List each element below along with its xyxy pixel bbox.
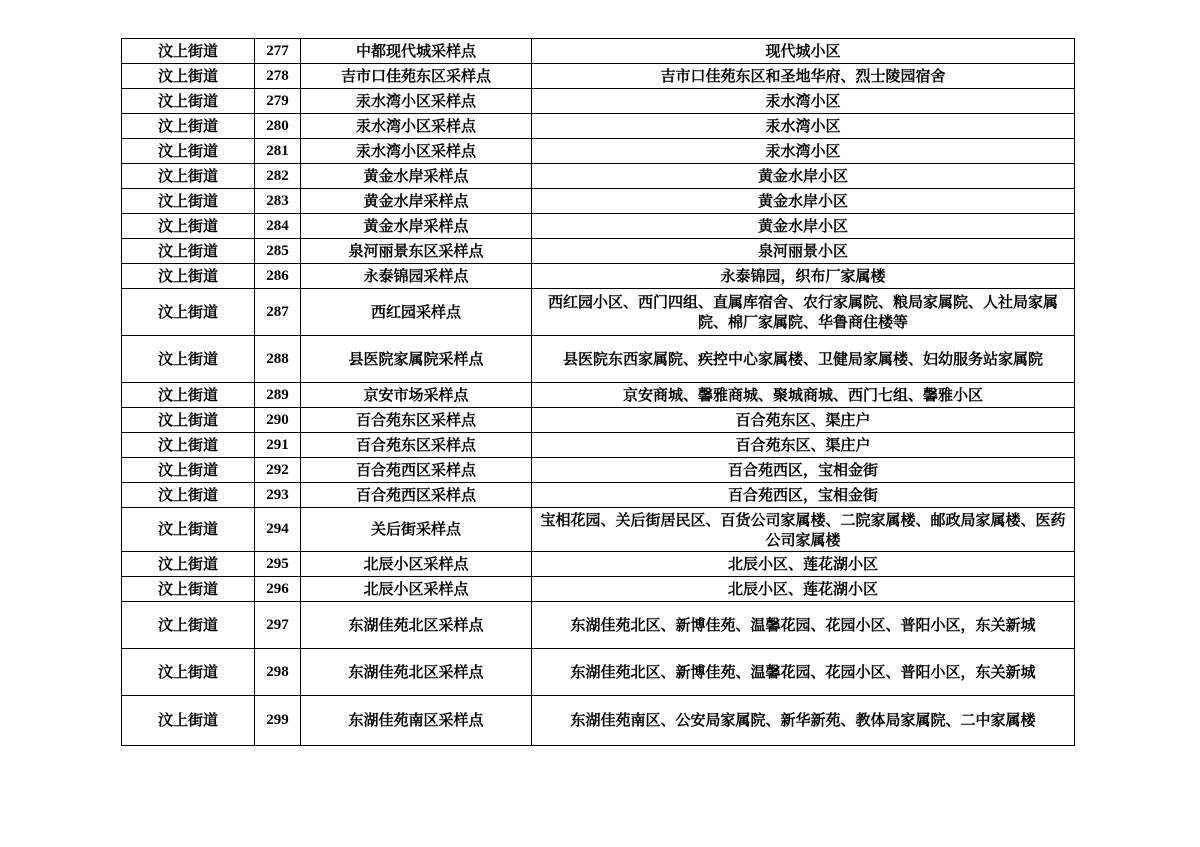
street-cell: 汶上街道 bbox=[122, 64, 255, 89]
site-cell: 东湖佳苑北区采样点 bbox=[301, 649, 532, 696]
street-cell: 汶上街道 bbox=[122, 336, 255, 383]
street-cell: 汶上街道 bbox=[122, 264, 255, 289]
site-cell: 北辰小区采样点 bbox=[301, 577, 532, 602]
number-cell: 283 bbox=[255, 189, 301, 214]
number-cell: 298 bbox=[255, 649, 301, 696]
table-row bbox=[122, 164, 1075, 189]
site-cell: 百合苑西区采样点 bbox=[301, 483, 532, 508]
table-row bbox=[122, 577, 1075, 602]
coverage-cell: 东湖佳苑北区、新博佳苑、温馨花园、花园小区、普阳小区，东关新城 bbox=[532, 602, 1075, 649]
site-cell: 黄金水岸采样点 bbox=[301, 214, 532, 239]
number-cell: 285 bbox=[255, 239, 301, 264]
table-row bbox=[122, 114, 1075, 139]
table-row bbox=[122, 408, 1075, 433]
street-cell: 汶上街道 bbox=[122, 602, 255, 649]
coverage-cell: 百合苑东区、渠庄户 bbox=[532, 433, 1075, 458]
coverage-cell: 北辰小区、莲花湖小区 bbox=[532, 577, 1075, 602]
street-cell: 汶上街道 bbox=[122, 577, 255, 602]
street-cell: 汶上街道 bbox=[122, 408, 255, 433]
coverage-cell: 京安商城、馨雅商城、聚城商城、西门七组、馨雅小区 bbox=[532, 383, 1075, 408]
street-cell: 汶上街道 bbox=[122, 696, 255, 746]
number-cell: 278 bbox=[255, 64, 301, 89]
coverage-cell: 永泰锦园，织布厂家属楼 bbox=[532, 264, 1075, 289]
number-cell: 284 bbox=[255, 214, 301, 239]
table-row bbox=[122, 458, 1075, 483]
site-cell: 黄金水岸采样点 bbox=[301, 164, 532, 189]
number-cell: 293 bbox=[255, 483, 301, 508]
table-row bbox=[122, 89, 1075, 114]
coverage-cell: 西红园小区、西门四组、直属库宿舍、农行家属院、粮局家属院、人社局家属院、棉厂家属院、华鲁商住楼等 bbox=[532, 289, 1075, 336]
number-cell: 289 bbox=[255, 383, 301, 408]
number-cell: 288 bbox=[255, 336, 301, 383]
street-cell: 汶上街道 bbox=[122, 114, 255, 139]
table-row bbox=[122, 433, 1075, 458]
street-cell: 汶上街道 bbox=[122, 239, 255, 264]
table-row bbox=[122, 239, 1075, 264]
coverage-cell: 百合苑西区，宝相金街 bbox=[532, 483, 1075, 508]
site-cell: 百合苑东区采样点 bbox=[301, 433, 532, 458]
number-cell: 277 bbox=[255, 39, 301, 64]
number-cell: 287 bbox=[255, 289, 301, 336]
table-row bbox=[122, 139, 1075, 164]
site-cell: 泉河丽景东区采样点 bbox=[301, 239, 532, 264]
street-cell: 汶上街道 bbox=[122, 508, 255, 552]
coverage-cell: 汞水湾小区 bbox=[532, 114, 1075, 139]
coverage-cell: 黄金水岸小区 bbox=[532, 214, 1075, 239]
street-cell: 汶上街道 bbox=[122, 289, 255, 336]
number-cell: 290 bbox=[255, 408, 301, 433]
site-cell: 汞水湾小区采样点 bbox=[301, 139, 532, 164]
site-cell: 东湖佳苑北区采样点 bbox=[301, 602, 532, 649]
number-cell: 291 bbox=[255, 433, 301, 458]
site-cell: 中都现代城采样点 bbox=[301, 39, 532, 64]
table-row bbox=[122, 189, 1075, 214]
site-cell: 汞水湾小区采样点 bbox=[301, 89, 532, 114]
table-row bbox=[122, 696, 1075, 746]
table-row bbox=[122, 552, 1075, 577]
table-row bbox=[122, 39, 1075, 64]
street-cell: 汶上街道 bbox=[122, 383, 255, 408]
site-cell: 京安市场采样点 bbox=[301, 383, 532, 408]
site-cell: 北辰小区采样点 bbox=[301, 552, 532, 577]
table-row bbox=[122, 483, 1075, 508]
table-row bbox=[122, 383, 1075, 408]
coverage-cell: 百合苑西区，宝相金街 bbox=[532, 458, 1075, 483]
site-cell: 汞水湾小区采样点 bbox=[301, 114, 532, 139]
street-cell: 汶上街道 bbox=[122, 214, 255, 239]
number-cell: 281 bbox=[255, 139, 301, 164]
table-row bbox=[122, 214, 1075, 239]
sampling-sites-table bbox=[121, 38, 1075, 746]
coverage-cell: 县医院东西家属院、疾控中心家属楼、卫健局家属楼、妇幼服务站家属院 bbox=[532, 336, 1075, 383]
table-row bbox=[122, 602, 1075, 649]
number-cell: 299 bbox=[255, 696, 301, 746]
table-row bbox=[122, 264, 1075, 289]
number-cell: 279 bbox=[255, 89, 301, 114]
site-cell: 百合苑东区采样点 bbox=[301, 408, 532, 433]
street-cell: 汶上街道 bbox=[122, 164, 255, 189]
coverage-cell: 汞水湾小区 bbox=[532, 89, 1075, 114]
number-cell: 280 bbox=[255, 114, 301, 139]
coverage-cell: 泉河丽景小区 bbox=[532, 239, 1075, 264]
table-row bbox=[122, 508, 1075, 552]
street-cell: 汶上街道 bbox=[122, 649, 255, 696]
table-body bbox=[122, 39, 1075, 746]
coverage-cell: 汞水湾小区 bbox=[532, 139, 1075, 164]
coverage-cell: 东湖佳苑南区、公安局家属院、新华新苑、教体局家属院、二中家属楼 bbox=[532, 696, 1075, 746]
table-row bbox=[122, 336, 1075, 383]
site-cell: 西红园采样点 bbox=[301, 289, 532, 336]
street-cell: 汶上街道 bbox=[122, 552, 255, 577]
street-cell: 汶上街道 bbox=[122, 458, 255, 483]
street-cell: 汶上街道 bbox=[122, 39, 255, 64]
street-cell: 汶上街道 bbox=[122, 433, 255, 458]
coverage-cell: 黄金水岸小区 bbox=[532, 189, 1075, 214]
street-cell: 汶上街道 bbox=[122, 483, 255, 508]
coverage-cell: 吉市口佳苑东区和圣地华府、烈士陵园宿舍 bbox=[532, 64, 1075, 89]
coverage-cell: 宝相花园、关后街居民区、百货公司家属楼、二院家属楼、邮政局家属楼、医药公司家属楼 bbox=[532, 508, 1075, 552]
street-cell: 汶上街道 bbox=[122, 139, 255, 164]
coverage-cell: 黄金水岸小区 bbox=[532, 164, 1075, 189]
coverage-cell: 北辰小区、莲花湖小区 bbox=[532, 552, 1075, 577]
site-cell: 东湖佳苑南区采样点 bbox=[301, 696, 532, 746]
number-cell: 296 bbox=[255, 577, 301, 602]
number-cell: 295 bbox=[255, 552, 301, 577]
street-cell: 汶上街道 bbox=[122, 189, 255, 214]
coverage-cell: 百合苑东区、渠庄户 bbox=[532, 408, 1075, 433]
street-cell: 汶上街道 bbox=[122, 89, 255, 114]
site-cell: 百合苑西区采样点 bbox=[301, 458, 532, 483]
number-cell: 294 bbox=[255, 508, 301, 552]
number-cell: 282 bbox=[255, 164, 301, 189]
site-cell: 吉市口佳苑东区采样点 bbox=[301, 64, 532, 89]
number-cell: 297 bbox=[255, 602, 301, 649]
table-row bbox=[122, 289, 1075, 336]
table-row bbox=[122, 64, 1075, 89]
table-row bbox=[122, 649, 1075, 696]
number-cell: 292 bbox=[255, 458, 301, 483]
number-cell: 286 bbox=[255, 264, 301, 289]
coverage-cell: 现代城小区 bbox=[532, 39, 1075, 64]
coverage-cell: 东湖佳苑北区、新博佳苑、温馨花园、花园小区、普阳小区，东关新城 bbox=[532, 649, 1075, 696]
site-cell: 永泰锦园采样点 bbox=[301, 264, 532, 289]
site-cell: 县医院家属院采样点 bbox=[301, 336, 532, 383]
site-cell: 黄金水岸采样点 bbox=[301, 189, 532, 214]
site-cell: 关后街采样点 bbox=[301, 508, 532, 552]
